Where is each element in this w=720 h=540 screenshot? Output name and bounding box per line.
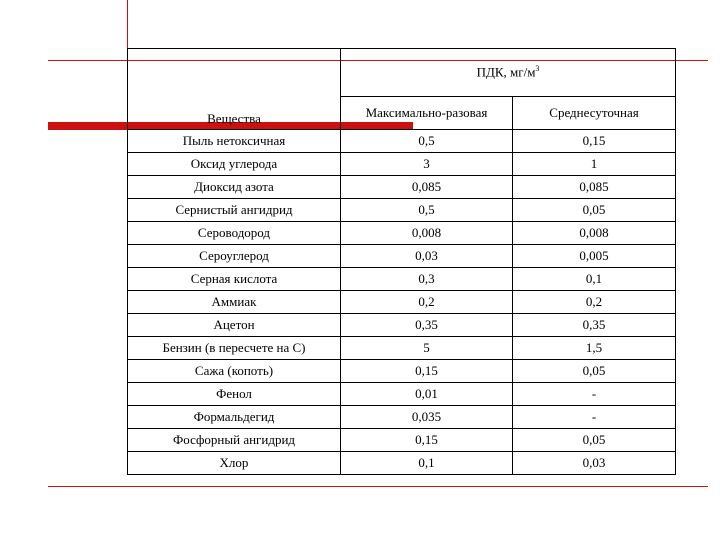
table-row (128, 199, 676, 222)
cell-avg: - (513, 383, 676, 406)
cell-avg: 0,008 (513, 222, 676, 245)
table-row (128, 245, 676, 268)
cell-avg: 0,005 (513, 245, 676, 268)
table-row (128, 360, 676, 383)
cell-avg: 0,15 (513, 130, 676, 153)
cell-max: 0,1 (341, 452, 513, 475)
cell-avg: 0,05 (513, 199, 676, 222)
cell-name: Сероуглерод (128, 245, 341, 268)
cell-name: Хлор (128, 452, 341, 475)
header-row-top (128, 49, 676, 97)
cell-name: Формальдегид (128, 406, 341, 429)
cell-avg: 1,5 (513, 337, 676, 360)
cell-avg: 0,03 (513, 452, 676, 475)
cell-avg: 0,085 (513, 176, 676, 199)
cell-max: 5 (341, 337, 513, 360)
cell-max: 0,35 (341, 314, 513, 337)
cell-avg: 0,1 (513, 268, 676, 291)
header-substance-label: Вещества (207, 110, 261, 126)
cell-max: 0,15 (341, 360, 513, 383)
header-pdk-exponent: 3 (535, 64, 540, 74)
cell-max: 0,085 (341, 176, 513, 199)
table-row (128, 130, 676, 153)
cell-avg: - (513, 406, 676, 429)
cell-avg: 1 (513, 153, 676, 176)
header-pdk (341, 49, 676, 97)
cell-max: 0,2 (341, 291, 513, 314)
table-row (128, 222, 676, 245)
cell-max: 0,035 (341, 406, 513, 429)
pdk-table (127, 48, 676, 475)
table-row (128, 429, 676, 452)
table-body (128, 130, 676, 475)
header-pdk-label: ПДК, мг/м (476, 64, 536, 80)
cell-avg: 0,05 (513, 360, 676, 383)
table-row (128, 291, 676, 314)
header-avg-daily: Среднесуточная (513, 97, 676, 130)
cell-name: Аммиак (128, 291, 341, 314)
cell-name: Оксид углерода (128, 153, 341, 176)
cell-name: Фосфорный ангидрид (128, 429, 341, 452)
cell-name: Фенол (128, 383, 341, 406)
table-row (128, 176, 676, 199)
cell-max: 0,15 (341, 429, 513, 452)
table-row (128, 268, 676, 291)
cell-max: 0,008 (341, 222, 513, 245)
cell-name: Серная кислота (128, 268, 341, 291)
cell-avg: 0,05 (513, 429, 676, 452)
cell-max: 0,03 (341, 245, 513, 268)
cell-max: 0,5 (341, 199, 513, 222)
cell-max: 0,5 (341, 130, 513, 153)
cell-name: Сероводород (128, 222, 341, 245)
header-substance (128, 49, 341, 130)
header-max-single: Максимально-разовая (341, 97, 513, 130)
table-row (128, 383, 676, 406)
table-row (128, 153, 676, 176)
cell-name: Бензин (в пересчете на С) (128, 337, 341, 360)
table-row (128, 337, 676, 360)
cell-name: Диоксид азота (128, 176, 341, 199)
cell-max: 0,3 (341, 268, 513, 291)
cell-avg: 0,2 (513, 291, 676, 314)
cell-max: 0,01 (341, 383, 513, 406)
cell-avg: 0,35 (513, 314, 676, 337)
table-row (128, 406, 676, 429)
table-row (128, 452, 676, 475)
cell-max: 3 (341, 153, 513, 176)
cell-name: Ацетон (128, 314, 341, 337)
cell-name: Сернистый ангидрид (128, 199, 341, 222)
cell-name: Сажа (копоть) (128, 360, 341, 383)
cell-name: Пыль нетоксичная (128, 130, 341, 153)
slide-bottom-rule (48, 486, 708, 487)
table-row (128, 314, 676, 337)
